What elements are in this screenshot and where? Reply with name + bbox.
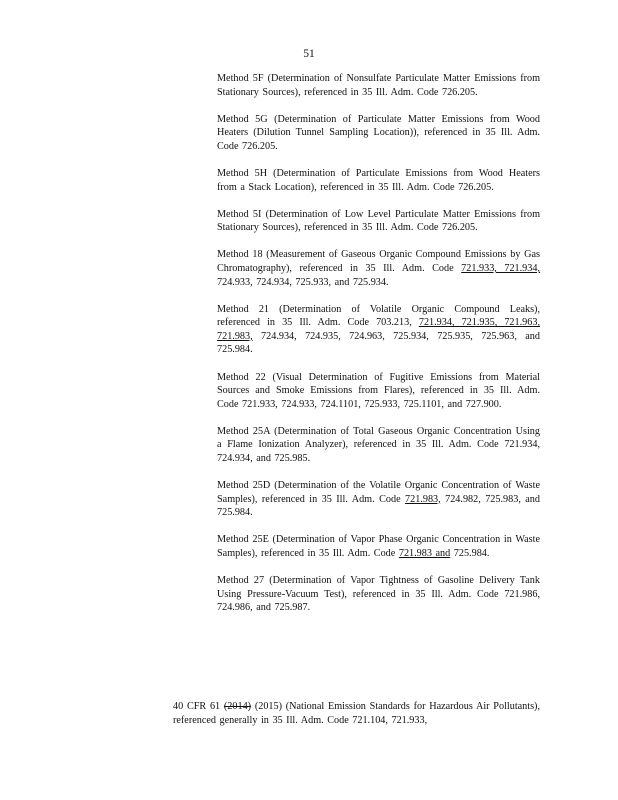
text-run: Method 5H (Determination of Particulate Emissions from Wood Heaters from a Stack Location), referenced in 35 Ill. Adm. Code 726.205. <box>217 167 540 193</box>
added-text: 721.933, 721.934, <box>461 262 541 274</box>
text-run: Method 21 (Determination of Volatile Organic Compound Leaks), referenced in 35 Ill. Adm. Code 703.213, <box>217 303 540 329</box>
method-entry <box>217 248 540 289</box>
method-entry <box>217 303 540 357</box>
added-text: 721.983 and <box>398 547 451 559</box>
text-run: Method 5G (Determination of Particulate Matter Emissions from Wood Heaters (Dilution Tunnel Sampling Location)), referenced in 35 Ill. Adm. Code 726.205. <box>217 113 540 152</box>
text-run: Method 25D (Determination of the Volatile Organic Concentration of Waste Samples), referenced in 35 Ill. Adm. Code <box>217 480 540 505</box>
method-entry <box>217 533 540 560</box>
text-run: Method 27 (Determination of Vapor Tightness of Gasoline Delivery Tank Using Pressure-Vacuum Test), referenced in 35 Ill. Adm. Code 721.986, 724.986, and 725.987. <box>217 575 540 614</box>
text-run: 40 CFR 61 <box>173 701 224 713</box>
method-entry <box>217 574 540 615</box>
method-entry <box>217 167 540 194</box>
method-entry <box>217 371 540 412</box>
method-entry <box>217 113 540 154</box>
text-run: Method 5I (Determination of Low Level Particulate Matter Emissions from Stationary Sources), referenced in 35 Ill. Adm. Code 726.205. <box>217 208 540 234</box>
text-run: 725.984. <box>450 547 490 559</box>
method-entry <box>217 208 540 235</box>
text-run: Method 25E (Determination of Vapor Phase Organic Concentration in Waste Samples), referenced in 35 Ill. Adm. Code <box>217 534 540 559</box>
method-references-list <box>217 72 540 628</box>
text-run: Method 18 (Measurement of Gaseous Organic Compound Emissions by Gas Chromatography), referenced in 35 Ill. Adm. Code <box>217 249 540 274</box>
cfr-reference-paragraph <box>173 700 540 727</box>
text-run: (2015) (National Emission Standards for Hazardous Air Pollutants), referenced generally in 35 Ill. Adm. Code 721.104, 721.933, <box>173 701 540 726</box>
text-run: Method 25A (Determination of Total Gaseous Organic Concentration Using a Flame Ionization Analyzer), referenced in 35 Ill. Adm. Code 721.934, 724.934, and 725.985. <box>217 425 540 464</box>
added-text: 721.983, <box>405 493 441 505</box>
page-number: 51 <box>303 48 315 60</box>
text-run: Method 22 (Visual Determination of Fugitive Emissions from Material Sources and Smoke Emissions from Flares), referenced in 35 Ill. Adm. Code 721.933, 724.933, 724.1101, 725.933, 725.1101, and 727.900. <box>217 371 540 410</box>
text-run: Method 5F (Determination of Nonsulfate Particulate Matter Emissions from Stationary Sources), referenced in 35 Ill. Adm. Code 726.205. <box>217 73 540 98</box>
added-text: 721.934, 721.935, 721.963, 721.983, <box>217 317 540 342</box>
text-run: 724.982, 725.983, and 725.984. <box>217 493 540 519</box>
method-entry <box>217 72 540 99</box>
method-entry <box>217 479 540 520</box>
text-run: 724.933, 724.934, 725.933, and 725.934. <box>217 276 389 288</box>
text-run: 724.934, 724.935, 724.963, 725.934, 725.935, 725.963, and 725.984. <box>217 330 540 356</box>
deleted-text: (2014) <box>223 701 252 713</box>
method-entry <box>217 425 540 466</box>
